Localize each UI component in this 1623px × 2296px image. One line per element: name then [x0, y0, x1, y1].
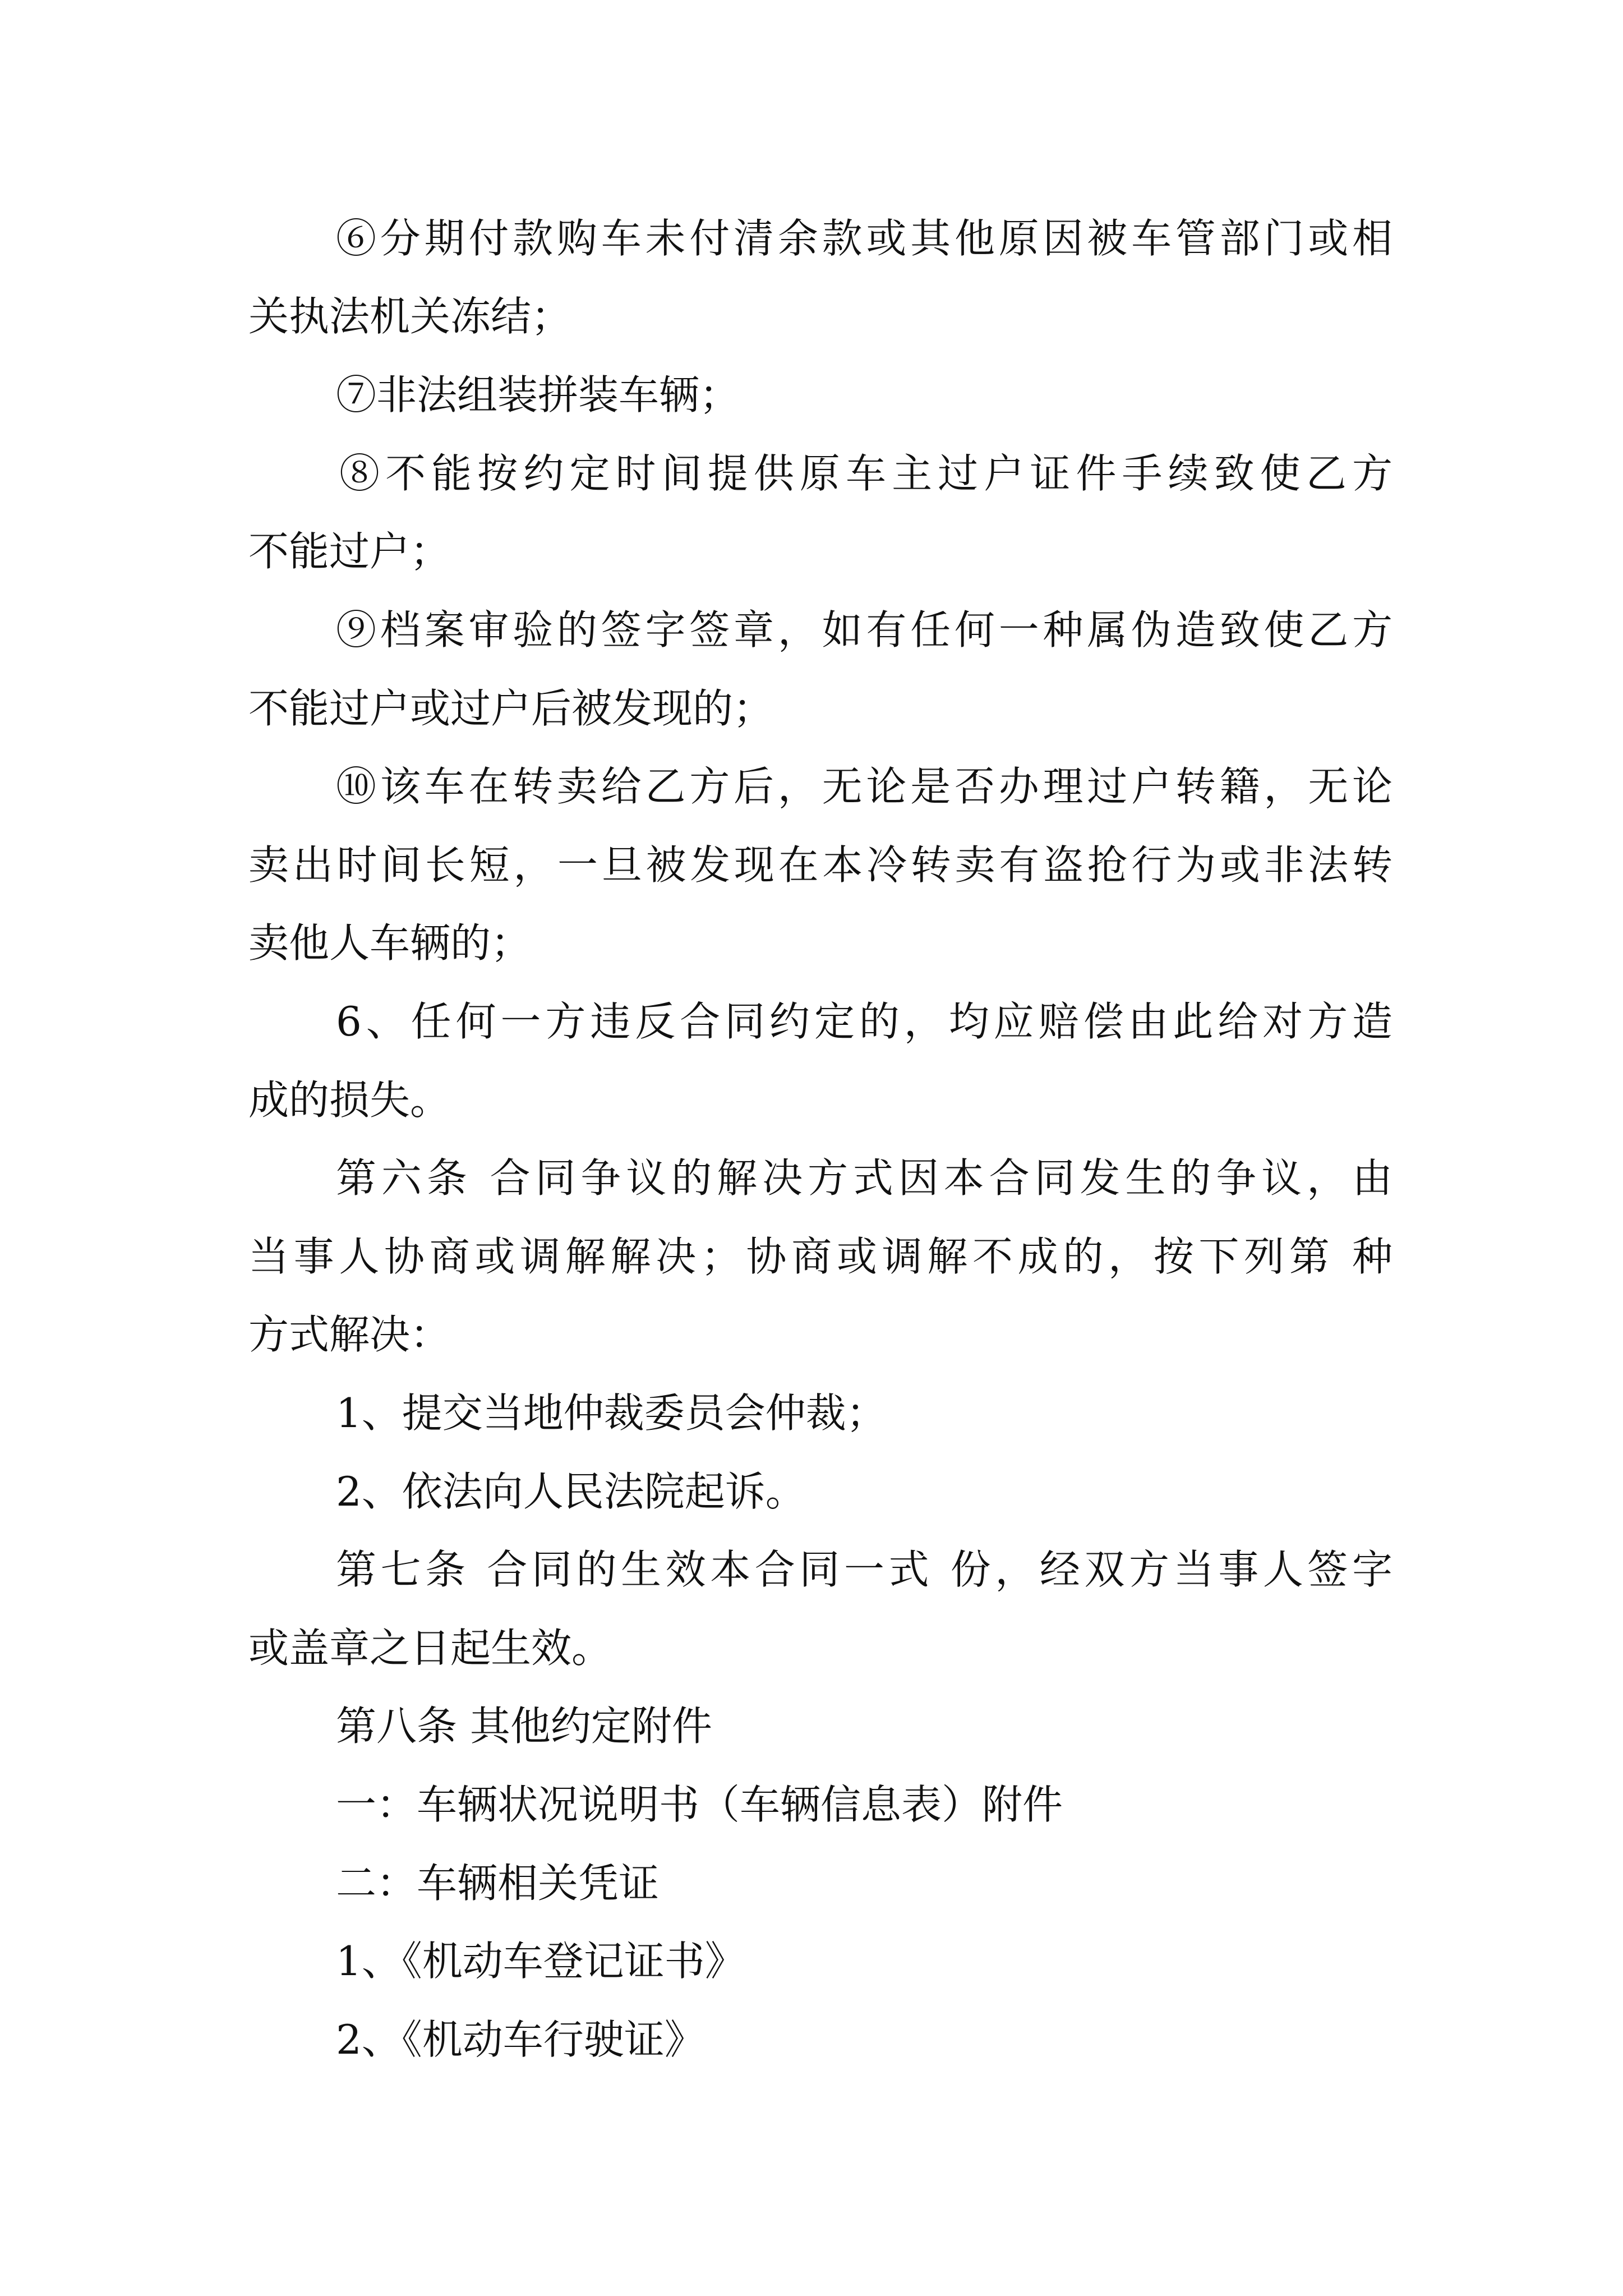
text-line: 关执法机关冻结； [248, 293, 572, 340]
text-line: 一：车辆状况说明书（车辆信息表）附件 [336, 1781, 1063, 1828]
text-line: 2、《机动车行驶证》 [336, 2016, 705, 2063]
text-line: 二：车辆相关凭证 [336, 1860, 660, 1907]
text-line: 6、任何一方违反合同约定的，均应赔偿由此给对方造 [336, 998, 1393, 1045]
text-line: ⑥分期付款购车未付清余款或其他原因被车管部门或相 [336, 215, 1393, 262]
text-line: 第七条 合同的生效本合同一式 份，经双方当事人签字 [336, 1546, 1393, 1593]
text-line: 第八条 其他约定附件 [336, 1703, 712, 1750]
text-line: 成的损失。 [248, 1076, 451, 1124]
text-line: 不能过户或过户后被发现的； [248, 685, 774, 732]
text-line: 第六条 合同争议的解决方式因本合同发生的争议，由 [336, 1154, 1393, 1202]
text-line: 2、依法向人民法院起诉。 [336, 1468, 806, 1515]
text-line: 卖出时间长短，一旦被发现在本冷转卖有盗抢行为或非法转 [248, 841, 1393, 889]
text-line: 不能过户； [248, 528, 451, 575]
text-line: ⑧不能按约定时间提供原车主过户证件手续致使乙方 [339, 450, 1393, 497]
text-line: 或盖章之日起生效。 [248, 1625, 612, 1672]
text-line: 方式解决： [248, 1311, 451, 1358]
text-line: 1、提交当地仲裁委员会仲裁； [336, 1389, 887, 1437]
text-line: 当事人协商或调解解决；协商或调解不成的，按下列第 种 [248, 1233, 1393, 1280]
text-line: 1、《机动车登记证书》 [336, 1938, 745, 1985]
text-line: ⑨档案审验的签字签章，如有任何一种属伪造致使乙方 [336, 606, 1393, 654]
text-line: 卖他人车辆的； [248, 919, 532, 967]
text-line: ⑦非法组装拼装车辆； [336, 371, 740, 418]
text-line: ⑩该车在转卖给乙方后，无论是否办理过户转籍，无论 [336, 763, 1393, 810]
